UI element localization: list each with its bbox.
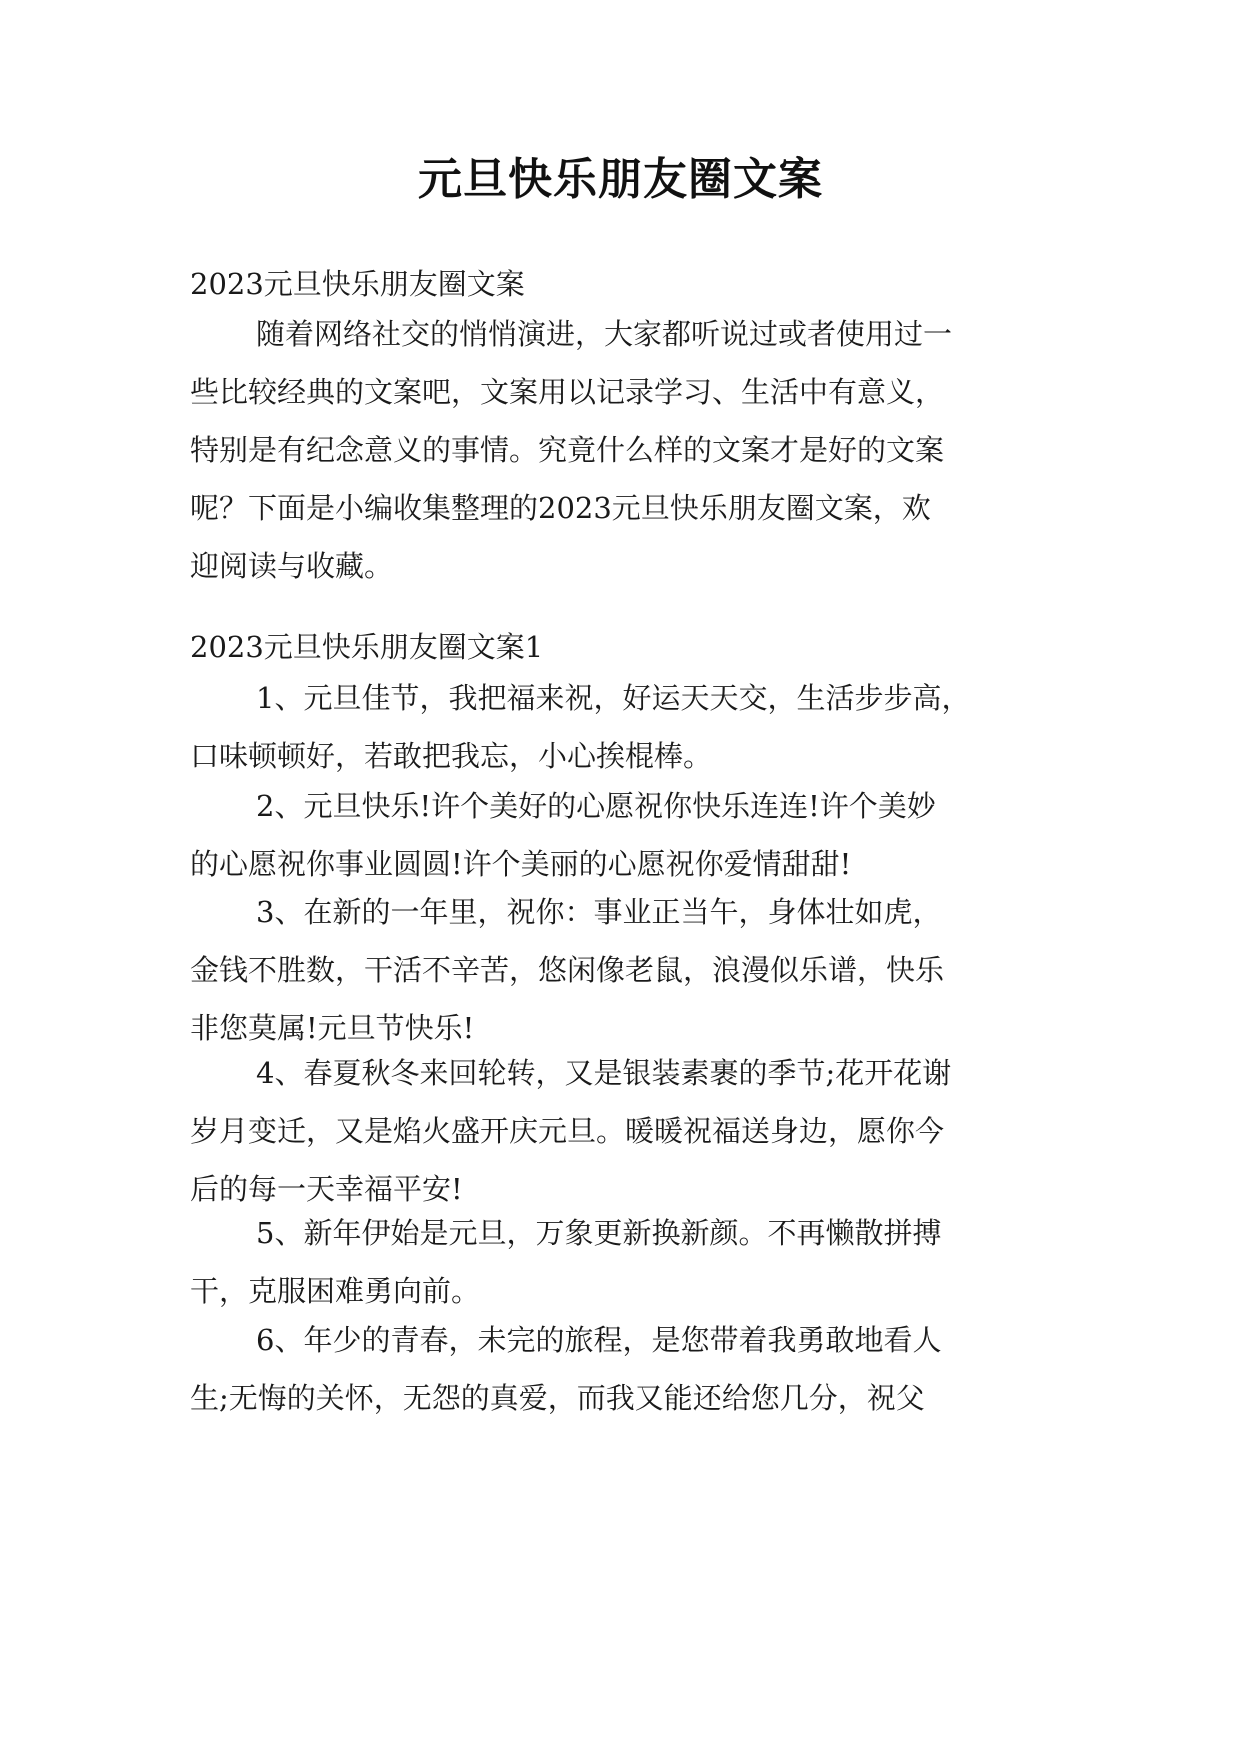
document-title: 元旦快乐朋友圈文案 <box>418 154 823 205</box>
item-line: 5、新年伊始是元旦，万象更新换新颜。不再懒散拼搏 <box>256 1216 942 1250</box>
item-line: 1、元旦佳节，我把福来祝，好运天天交，生活步步高， <box>256 681 971 715</box>
intro-line: 迎阅读与收藏。 <box>190 549 394 583</box>
intro-line: 些比较经典的文案吧，文案用以记录学习、生活中有意义， <box>190 375 945 409</box>
item-paragraph-2 <box>190 777 1050 893</box>
item-line: 生;无悔的关怀，无怨的真爱，而我又能还给您几分，祝父 <box>190 1381 925 1415</box>
item-paragraph-1 <box>190 669 1050 785</box>
item-line: 6、年少的青春，未完的旅程，是您带着我勇敢地看人 <box>256 1323 942 1357</box>
item-paragraph-5 <box>190 1204 1050 1320</box>
intro-line: 呢？下面是小编收集整理的2023元旦快乐朋友圈文案，欢 <box>190 491 931 525</box>
intro-paragraph <box>190 305 1050 595</box>
item-line: 2、元旦快乐!许个美好的心愿祝你快乐连连!许个美妙 <box>256 789 936 823</box>
item-line: 后的每一天幸福平安! <box>190 1172 463 1206</box>
item-paragraph-4 <box>190 1044 1050 1218</box>
section-heading-intro: 2023元旦快乐朋友圈文案 <box>190 267 525 301</box>
item-line: 非您莫属!元旦节快乐! <box>190 1011 475 1045</box>
item-line: 干，克服困难勇向前。 <box>190 1274 481 1308</box>
item-line: 3、在新的一年里，祝你：事业正当午，身体壮如虎， <box>256 895 942 929</box>
section-heading-1: 2023元旦快乐朋友圈文案1 <box>190 630 544 664</box>
item-line: 金钱不胜数，干活不辛苦，悠闲像老鼠，浪漫似乐谱，快乐 <box>190 953 945 987</box>
item-line: 口味顿顿好，若敢把我忘，小心挨棍棒。 <box>190 739 713 773</box>
item-line: 的心愿祝你事业圆圆!许个美丽的心愿祝你爱情甜甜! <box>190 847 852 881</box>
item-paragraph-3 <box>190 883 1050 1057</box>
intro-line: 特别是有纪念意义的事情。究竟什么样的文案才是好的文案 <box>190 433 945 467</box>
intro-line: 随着网络社交的悄悄演进，大家都听说过或者使用过一 <box>256 317 953 351</box>
item-line: 4、春夏秋冬来回轮转，又是银装素裹的季节;花开花谢 <box>256 1056 952 1090</box>
item-paragraph-6 <box>190 1311 1050 1427</box>
item-line: 岁月变迁，又是焰火盛开庆元旦。暖暖祝福送身边，愿你今 <box>190 1114 945 1148</box>
